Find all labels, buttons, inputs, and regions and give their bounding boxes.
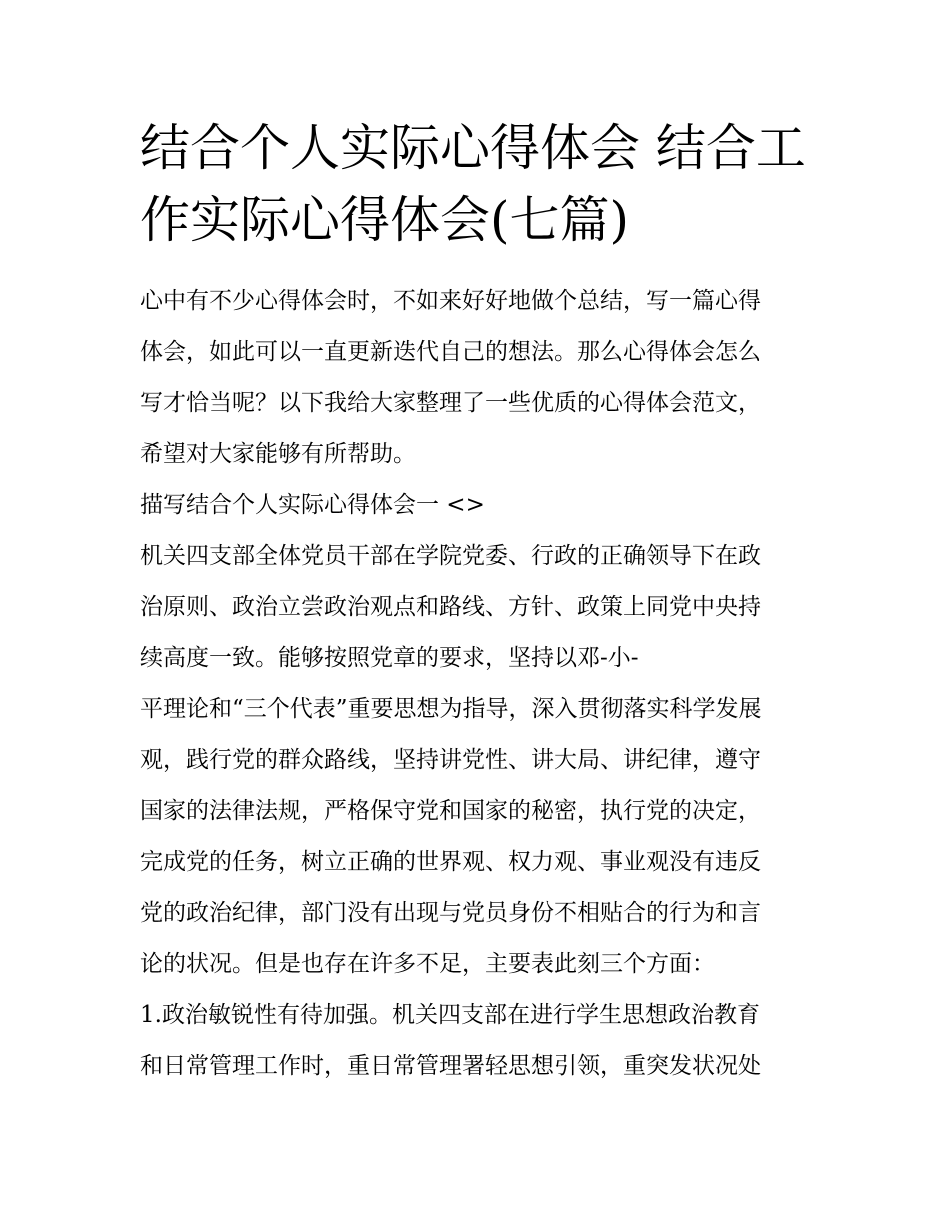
body-line: 体会，如此可以一直更新迭代自己的想法。那么心得体会怎么 [140,339,761,365]
body-line: 党的政治纪律，部门没有出现与党员身份不相贴合的行为和言 [140,900,761,926]
body-line: 心中有不少心得体会时，不如来好好地做个总结，写一篇心得 [140,288,761,314]
body-line: 1.政治敏锐性有待加强。机关四支部在进行学生思想政治教育 [140,1002,760,1028]
body-line: 机关四支部全体党员干部在学院党委、行政的正确领导下在政 [140,543,761,569]
body-line: 写才恰当呢？以下我给大家整理了一些优质的心得体会范文， [140,390,761,416]
document-body [140,280,820,1096]
body-line: 续高度一致。能够按照党章的要求，坚持以邓-小- [140,645,639,671]
body-line: 希望对大家能够有所帮助。 [140,441,416,467]
body-line: 国家的法律法规，严格保守党和国家的秘密，执行党的决定， [140,798,761,824]
body-line: 完成党的任务，树立正确的世界观、权力观、事业观没有违反 [140,849,761,875]
body-line: 平理论和“三个代表”重要思想为指导，深入贯彻落实科学发展 [140,696,762,722]
body-line: 治原则、政治立尝政治观点和路线、方针、政策上同党中央持 [140,594,761,620]
title-line: 作实际心得体会(七篇) [140,191,630,249]
body-line: 和日常管理工作时，重日常管理署轻思想引领，重突发状况处 [140,1053,761,1079]
title-line: 结合个人实际心得体会 结合工 [140,119,806,177]
document-title [140,112,820,256]
body-line: 观，践行党的群众路线，坚持讲党性、讲大局、讲纪律，遵守 [140,747,761,773]
body-line: 论的状况。但是也存在许多不足，主要表此刻三个方面： [140,951,715,977]
section-heading: 描写结合个人实际心得体会一 <> [140,492,485,518]
